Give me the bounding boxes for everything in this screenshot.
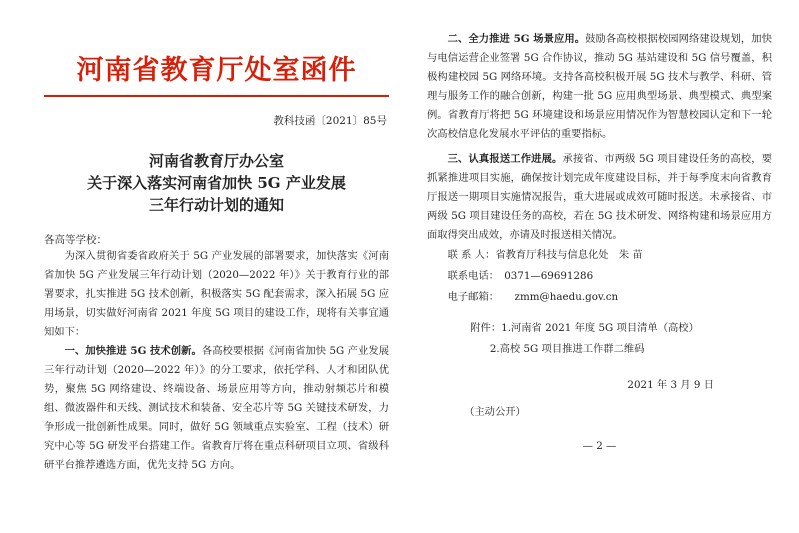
contact-email: 电子邮箱： zmm@haedu.gov.cn (447, 291, 619, 303)
section-2-paragraph (427, 30, 772, 144)
red-divider (44, 95, 389, 97)
section-3-body: 承接省、市两级 5G 项目建设任务的高校，要抓紧推进项目实施，确保按计划完成年度建设目标，并于每季度末向省教育厅报送一期项目实施情况报告，重大进展或成效可随时报送。未承接省、市两级 5G 项目建设任务的高校，若在 5G 技术研发、网络构建和场景应用方面取得突出成效，亦请及时报送相关情况。 (427, 153, 772, 241)
attachment-1: 附件：1.河南省 2021 年度 5G 项目清单（高校） (470, 322, 699, 334)
attachment-2: 2.高校 5G 项目推进工作群二维码 (489, 343, 645, 355)
title-line-1: 河南省教育厅办公室 (148, 152, 284, 170)
intro-paragraph: 为深入贯彻省委省政府关于 5G 产业发展的部署要求，加快落实《河南省加快 5G 产业发展三年行动计划（2020—2022 年）》关于教育行业的部署要求，扎实推进 5G 技术创新，积极落实 5G 配套需求，深入拓展 5G 应用场景，切实做好河南省 2021 年度 5G 项目的建设工作，现将有关事宜通知如下： (44, 250, 389, 338)
attachments-block (427, 318, 772, 360)
salutation: 各高等学校： (44, 234, 107, 246)
right-column (427, 30, 772, 452)
section-1-body: 各高校要根据《河南省加快 5G 产业发展三年行动计划（2020—2022 年）》的分工要求，依托学科、人才和团队优势，聚焦 5G 网络建设、终端设备、场景应用等方向，推动射频芯片和模组、微波器件和天线、测试技术和装备、安全芯片等 5G 关键技术研发，力争形成一批创新性成果。同时，做好 5G 领域重点实验室、工程（技术）研究中心等 5G 研发平台搭建工作。省教育厅将在重点科研项目立项、省级科研平台推荐遴选方面，优先支持 5G 方向。 (44, 345, 389, 471)
contact-phone: 联系电话： 0371—69691286 (447, 270, 594, 282)
section-3-paragraph (427, 150, 772, 245)
contact-block (427, 245, 772, 308)
document-number: 教科技函〔2021〕85号 (273, 115, 387, 127)
title-line-2: 关于深入落实河南省加快 5G 产业发展 (87, 174, 346, 192)
section-2-body: 鼓励各高校根据校园网络建设规划，加快与电信运营企业签署 5G 合作协议，推动 5G 基站建设和 5G 信号覆盖，积极构建校园 5G 网络环境。支持各高校积极开展 5G 技术与教学、科研、管理与服务工作的融合创新，构建一批 5G 应用典型场景、典型模式、典型案例。省教育厅将把 5G 环境建设和场景应用情况作为智慧校园认定和下一轮次高校信息化发展水平评估的重要指标。 (427, 33, 772, 140)
section-2-heading: 二、全力推进 5G 场景应用。 (447, 33, 586, 45)
title-line-3: 三年行动计划的通知 (148, 196, 284, 214)
section-1-heading: 一、加快推进 5G 技术创新。 (64, 345, 202, 357)
section-1-paragraph (44, 342, 389, 475)
page-number: — 2 — (582, 440, 617, 452)
contact-person: 联 系 人：省教育厅科技与信息化处 朱 苗 (447, 249, 643, 261)
issue-date: 2021 年 3 月 9 日 (627, 379, 714, 391)
agency-header: 河南省教育厅处室函件 (76, 55, 357, 86)
publicity-note: （主动公开） (464, 406, 526, 418)
document-title (44, 150, 389, 216)
section-3-heading: 三、认真报送工作进展。 (447, 153, 563, 165)
left-column (44, 30, 389, 475)
